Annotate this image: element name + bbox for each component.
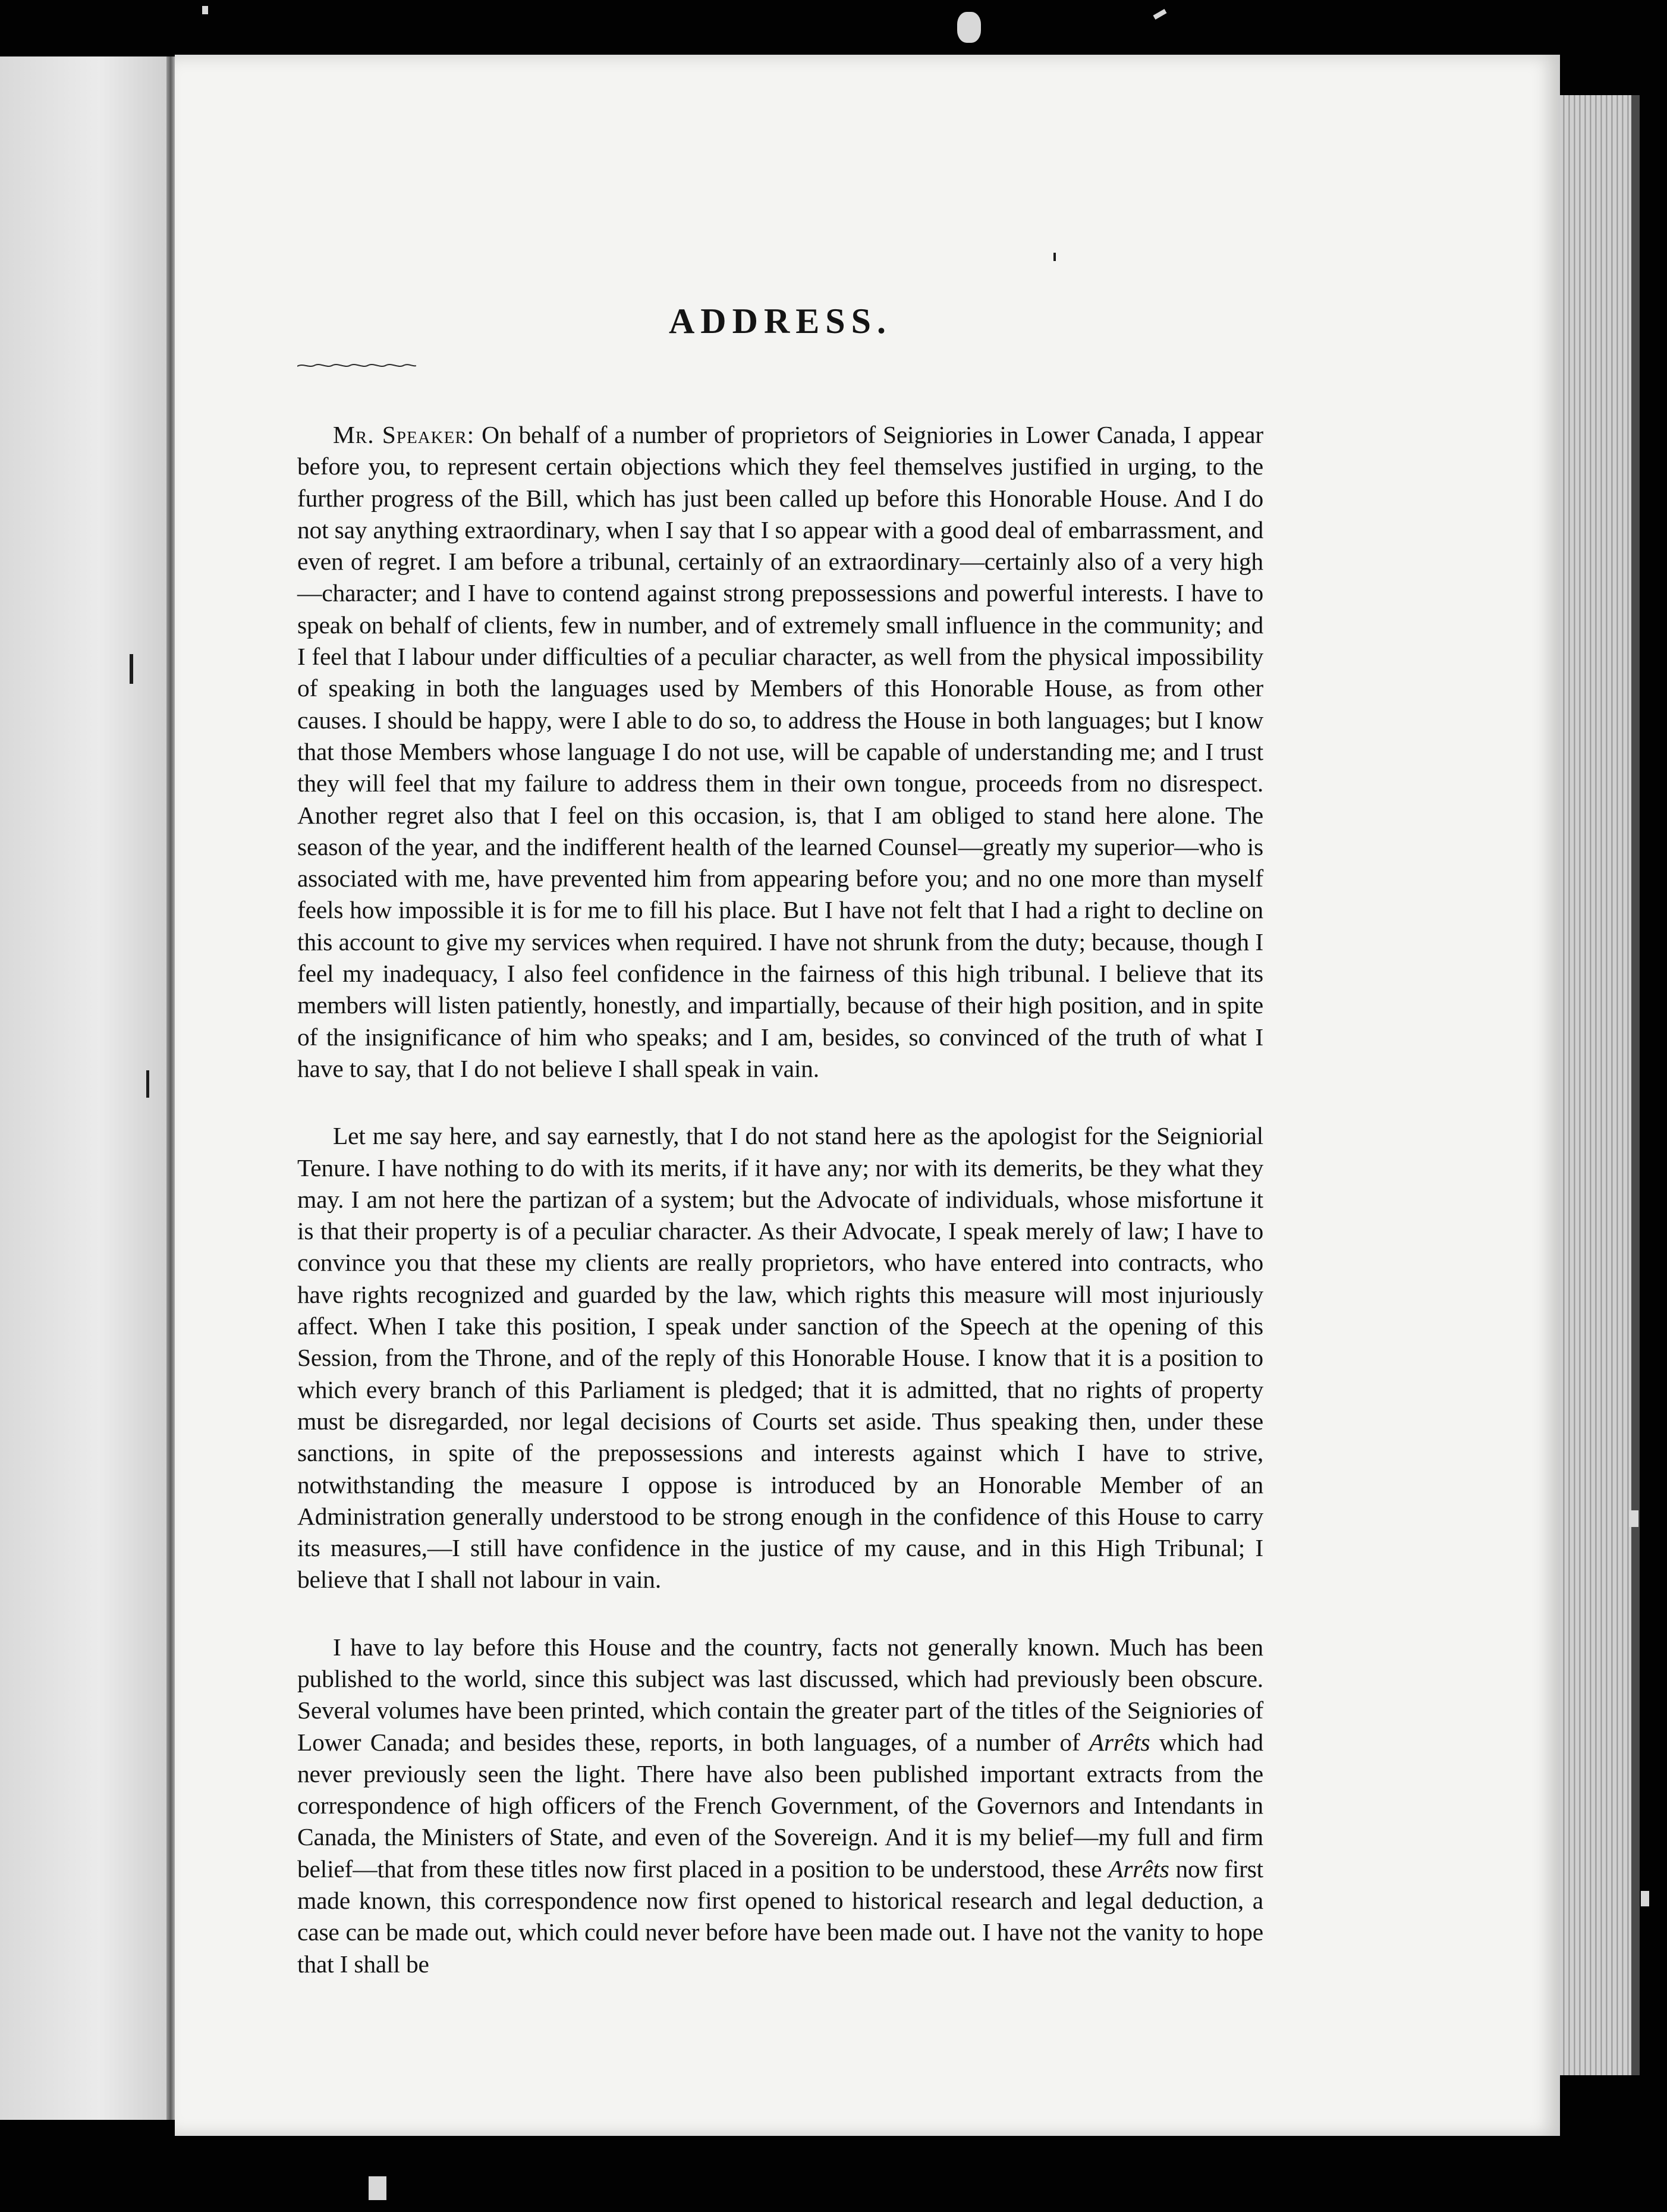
book-gutter: [166, 56, 175, 2120]
facing-page-edge: [0, 56, 166, 2120]
margin-mark: [146, 1070, 149, 1098]
speaker-address: Mr. Speaker:: [333, 421, 475, 448]
page-title: ADDRESS.: [668, 301, 892, 341]
film-speck: [202, 6, 208, 14]
paragraph-1: [297, 419, 1263, 1085]
italic-term: Arrêts: [1108, 1855, 1169, 1883]
paragraph-text: which had never previously seen the light. There have also been published important extracts from the correspondence of high officers of the French Government, of the Governors and Intendants in Canada, the Ministers of State, and even of the Sovereign. And it is my belief—my full and firm belief—that from these titles now first placed in a position to be understood, these: [297, 1728, 1263, 1883]
ornamental-rule: [297, 362, 416, 370]
paragraph-text: now first made known, this correspondence now first opened to historical research and legal deduction, a case can be made out, which could never before have been made out. I have not the vanity to hope that I shall be: [297, 1855, 1263, 1978]
paragraph-2: [297, 1120, 1263, 1595]
film-speck: [1641, 1891, 1649, 1906]
page-stack-edges: [1560, 95, 1631, 2075]
paragraph-text: On behalf of a number of proprietors of Seigniories in Lower Canada, I appear before you, to represent certain objections which they feel themselves justified in urging, to the further progress of the Bill, which has just been called up before this Honorable House. And I do not say anything extraordinary, when I say that I so appear with a good deal of embarrassment, and even of regret. I am before a tribunal, certainly of an extraordinary—certainly also of a very high—character; and I have to contend against strong prepossessions and powerful interests. I have to speak on behalf of clients, few in number, and of extremely small influence in the community; and I feel that I labour under difficulties of a peculiar character, as well from the physical impossibility of speaking in both the languages used by Members of this Honorable House, as from other causes. I should be happy, were I able to do so, to address the House in both languages; but I know that those Members whose language I do not use, will be capable of understanding me; and I trust they will feel that my failure to address them in their own tongue, proceeds from no disrespect. Another regret also that I feel on this occasion, is, that I am obliged to stand here alone. The season of the year, and the indifferent health of the learned Counsel—greatly my superior—who is associated with me, have prevented him from appearing before you; and no one more than myself feels how impossible it is for me to fill his place. But I have not felt that I had a right to decline on this account to give my services when required. I have not shrunk from the duty; because, though I feel my inadequacy, I also feel confidence in the fairness of this high tribunal. I believe that its members will listen patiently, honestly, and impartially, because of their high position, and in spite of the insignificance of him who speaks; and I am, besides, so convinced of the truth of what I have to say, that I do not believe I shall speak in vain.: [297, 421, 1263, 1082]
paragraph-text: Let me say here, and say earnestly, that I do not stand here as the apologist for the Seigniorial Tenure. I have nothing to do with its merits, if it have any; nor with its demerits, be they what they may. I am not here the partizan of a system; but the Advocate of individuals, whose misfortune it is that their property is of a peculiar character. As their Advocate, I speak merely of law; I have to convince you that these my clients are really proprietors, who have entered into contracts, who have rights recognized and guarded by the law, which rights this measure will most injuriously affect. When I take this position, I speak under sanction of the Speech at the opening of this Session, from the Throne, and of the reply of this Honorable House. I know that it is a position to which every branch of this Parliament is pledged; that it is admitted, that no rights of property must be disregarded, nor legal decisions of Courts set aside. Thus speaking then, under these sanctions, in spite of the prepossessions and interests against which I have to strive, notwithstanding the measure I oppose is introduced by an Honorable Member of an Administration generally understood to be strong enough in the confidence of this House to carry its measures,—I still have confidence in the justice of my cause, and in this High Tribunal; I believe that I shall not labour in vain.: [297, 1122, 1263, 1594]
film-speck: [369, 2176, 386, 2200]
margin-mark: [1053, 253, 1056, 261]
paragraph-text: I have to lay before this House and the country, facts not generally known. Much has been published to the world, since this subject was last discussed, which had previously been obscure. Several volumes have been printed, which contain the greater part of the titles of the Seigniories of Lower Canada; and besides these, reports, in both languages, of a number of: [297, 1633, 1263, 1756]
page-stack-shadow: [1631, 95, 1640, 2075]
margin-mark: [130, 654, 133, 684]
film-speck: [957, 12, 981, 43]
page-text: [297, 285, 1263, 2016]
film-speck: [1629, 1510, 1638, 1527]
paragraph-3: [297, 1632, 1263, 1980]
italic-term: Arrêts: [1089, 1728, 1150, 1756]
